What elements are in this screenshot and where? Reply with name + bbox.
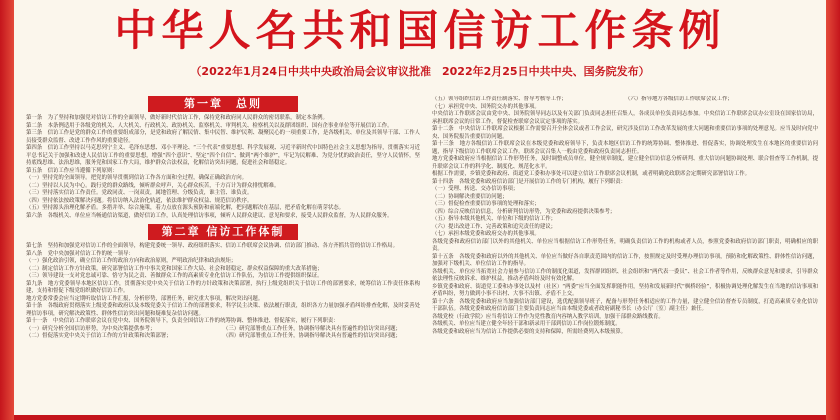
article-16: 第十六条 各级党委和政府应当加强信访部门建设，选优配强领导班子，配备与形势任务相适应的工作力量，建立健全信访督查专员制度，打造高素质专业化信访干部队伍。各级党委和政府信访部门主要负责同志应当由本级党委或者政府副秘书长（办公厅〔室〕副主任）兼任。 (432, 298, 818, 312)
article-14-item-5: （五）指导本级其他机关、单位和下级的信访工作； (432, 216, 556, 222)
article-11-item-2: （二）督促落实党中央关于信访工作的方针政策和决策部署； (26, 333, 172, 339)
article-14-item-7: （七）承担本级党委和政府交办的其他事项。 (432, 231, 540, 237)
article-3: 第三条 信访工作是党的群众工作的重要组成部分，是党和政府了解民情、集中民智、维护民利、凝聚民心的一项重要工作，是各级机关、单位及其领导干部、工作人员接受群众监督、改进工作作风的重要途径。 (26, 130, 420, 144)
article-8-item-1: （一）强化政治引领，确立信访工作的政治方向和政治原则，严明政治纪律和政治规矩； (26, 258, 237, 264)
chapter-2-heading: 第二章 信访工作体制 (148, 224, 298, 240)
right-red-border (826, 0, 840, 420)
header (14, 4, 826, 80)
document-subtitle: （2022年1月24日中共中央政治局会议审议批准 2022年2月25日中共中央、国务院发布） (190, 65, 650, 78)
article-11-items-row-4 (432, 104, 818, 112)
article-11-item-6: （六）指导地方各级信访工作联席会议工作； (625, 96, 733, 102)
article-8-item-2: （二）制定信访工作方针政策，研究部署信访工作中事关党和国家工作大局、社会和谐稳定、群众权益保障的重大改革措施； (26, 265, 323, 272)
article-11: 第十一条 中央信访工作联席会议在党中央、国务院领导下，负责全国信访工作的统筹协调、整体推进、督促落实，履行下列职责： (26, 318, 339, 324)
article-14-item-2: （二）协调解决重要信访问题； (432, 193, 508, 200)
article-14-item-6: （六）提出改进工作、完善政策和追究责任的建议； (432, 223, 556, 230)
article-11-item-4: （四）研究部署重点工作任务，协调指导解决具有普遍性的信访突出问题； (223, 333, 401, 339)
article-16-para-4: 各级党委和政府应当为信访工作提供必要的支持和保障，所需经费列入本级预算。 (432, 328, 627, 335)
article-5: 第五条 信访工作应当遵循下列原则： (26, 167, 118, 174)
article-5-item-2: （二）坚持以人民为中心。践行党的群众路线，倾听群众呼声，关心群众疾苦，千方百计为群众排忧解难。 (26, 182, 280, 189)
bottom-red-strip (14, 415, 826, 420)
article-1: 第一条 为了坚持和加强党对信访工作的全面领导，做好新时代信访工作，保持党和政府同人民群众的密切联系，制定本条例。 (26, 115, 328, 121)
article-14-item-1: （一）受理、转送、交办信访事项； (432, 186, 519, 192)
article-4: 第四条 信访工作坚持以马克思列宁主义、毛泽东思想、邓小平理论、“三个代表”重要思想、科学发展观、习近平新时代中国特色社会主义思想为指导，贯彻落实习近平总书记关于加强和改进人民信访工作的重要思想，增强“四个意识”、坚定“四个自信”、做到“两个维护”，牢记为民解难、为党分忧的政治责任，坚守人民情怀，坚持底线思维、法治思维，服务党和国家工作大局，维护群众合法权益，化解信访突出问题，促进社会和谐稳定。 (26, 145, 420, 166)
article-5-item-5: （五）坚持源头治理化解矛盾。多措并举、综合施策，着力点放在源头预防和前端化解，把问题解决在基层，把矛盾化解在萌芽状态。 (26, 205, 345, 211)
article-9: 第九条 地方党委领导本地区信访工作，贯彻落实党中央关于信访工作的方针政策和决策部署，执行上级党组织关于信访工作的部署要求，统筹信访工作责任体系构建，支持和督促下级党组织做好信访工作。 (26, 280, 420, 294)
article-13: 第十三条 地方各级信访工作联席会议在本级党委和政府领导下，负责本地区信访工作的统筹协调、整体推进、督促落实，协调处理发生在本地区的重要信访问题，指导下级信访工作联席会议工作。联席会议召集人一般由党委和政府负责同志担任。 (432, 141, 818, 155)
article-11-para-2: 中央信访工作联席会议由党中央、国务院领导同志以及有关部门负责同志担任召集人，各成员单位负责同志参加。中央信访工作联席会议办公室设在国家信访局，承担联席会议的日常工作，督促检查联席会议议定事项的落实。 (432, 111, 818, 125)
article-12: 第十二条 中央信访工作联席会议根据工作需要召开全体会议或者工作会议，研究涉及信访工作改革发展的重大问题和重要信访事项的处理意见。应当及时向党中央、国务院报告重要信访问题。 (432, 126, 818, 140)
article-5-item-4: （四）坚持依法按政策解决问题。将信访纳入法治化轨道，依法维护群众权益、规范信访秩序。 (26, 197, 253, 204)
article-11-items-row-3 (432, 96, 818, 104)
article-6: 第六条 各级机关、单位应当畅通信访渠道，做好信访工作，认真处理信访事项，倾听人民群众建议、意见和要求，接受人民群众监督，为人民群众服务。 (26, 212, 393, 219)
article-8-item-3: （三）领导建设一支对党忠诚可靠、恪守为民之责、善做群众工作的高素质专业化信访工作队伍，为信访工作提供组织保证。 (26, 273, 323, 279)
article-14-para-2: 各级党委和政府信访部门以外的其他机关、单位应当根据信访工作形势任务，明确负责信访工作的机构或者人员，参照党委和政府信访部门职责，明确相应的职责。 (432, 238, 818, 252)
article-5-item-3: （三）坚持落实信访工作责任。党政同责、一岗双责，属地管理、分级负责，谁主管、谁负责。 (26, 190, 253, 196)
article-16-para-2: 各级党校（行政学院）应当将信访工作作为党性教育内容纳入教学培训，加强干部群众路线教育。 (432, 313, 664, 320)
left-column (26, 96, 420, 414)
article-11-item-blank (625, 104, 818, 112)
article-11-item-3: （三）研究部署重点工作任务，协调指导解决具有普遍性的信访突出问题； (223, 325, 401, 332)
article-15-para-3: 乡镇党委和政府、街道党工委和办事处以及村（社区）“两委”应当全面发挥职能作用，坚持和发展新时代“枫桥经验”，积极协调处理化解发生在当地的信访事项和矛盾纠纷，努力做到小事不出村、大事不出镇、矛盾不上交。 (432, 283, 818, 297)
article-14-item-3: （三）督促检查重要信访事项的处理和落实； (432, 201, 540, 207)
article-11-items-row-1 (26, 326, 420, 334)
left-red-border (0, 0, 14, 420)
article-11-item-1: （一）研究分析全国信访形势，为中央决策提供参考； (26, 325, 156, 332)
chapter-1-heading: 第一章 总则 (148, 96, 298, 112)
article-2: 第二条 本条例适用于各级党的机关、人大机关、行政机关、政协机关、监察机关、审判机关、检察机关以及群团组织、国有企事业单位等开展信访工作。 (26, 122, 393, 129)
article-15: 第十五条 各级党委和政府以外的其他机关、单位应当做好各自职责范围内的信访工作，按照规定及时受理办理信访事项，预防和化解政策性、群体性信访问题，加强对下级机关、单位信访工作的指导。 (432, 253, 818, 267)
article-15-para-2: 各级机关、单位应当拓宽社会力量参与信访工作的制度化渠道，发挥群团组织、社会组织和“两代表一委员”、社会工作者等作用，反映群众意见和要求，引导群众依法理性反映诉求、维护权益，推动矛盾纠纷及时有效化解。 (432, 268, 818, 282)
article-14-item-4: （四）综合反映信访信息，分析研判信访形势，为党委和政府提供决策参考； (432, 208, 616, 215)
article-13-para-2: 地方党委和政府应当根据信访工作形势任务，及时调整成员单位，健全规章制度，建立健全信访信息分析研判、重大信访问题协调处理、联合督查等工作机制，提升联席会议工作的科学化、制度化、规范化水平。 (432, 156, 818, 170)
article-13-para-3: 根据工作需要，乡镇党委和政府、街道党工委和办事处可以建立信访工作联席会议机制，或者明确党政联席会定期研究部署信访工作。 (432, 171, 751, 177)
article-7: 第七条 坚持和加强党对信访工作的全面领导，构建党委统一领导、政府组织落实、信访工作联席会议协调、信访部门推动、各方齐抓共管的信访工作格局。 (26, 243, 398, 249)
article-16-para-3: 各级机关、单位应当建立健全年轻干部和新录用干部到信访工作岗位锻炼制度。 (432, 321, 621, 327)
article-11-items-row-2 (26, 333, 420, 341)
document-title: 中华人名共和国信访工作条例 (114, 6, 726, 55)
article-11-item-5: （五）领导组织信访工作责任制落实、督导考核等工作； (432, 96, 567, 102)
article-8: 第八条 党中央加强对信访工作的统一领导： (26, 250, 134, 257)
article-14: 第十四条 各级党委和政府信访部门是开展信访工作的专门机构，履行下列职责： (432, 178, 627, 185)
article-9-para-2: 地方党委常委会应当定期听取信访工作汇报，分析形势，部署任务，研究重大事项，解决突出问题。 (26, 295, 264, 302)
article-11-item-7: （七）承担党中央、国务院交办的其他事项。 (432, 103, 540, 110)
right-column (432, 96, 818, 414)
article-5-item-1: （一）坚持党的全面领导。把党的领导贯彻到信访工作各方面和全过程，确保正确政治方向。 (26, 175, 248, 181)
article-10: 第十条 各级政府贯彻落实上级党委和政府以及本级党委关于信访工作的部署要求，科学民主决策、依法履行职责，组织各方力量加强矛盾纠纷排查化解，及时妥善处理信访事项，研究解决政策性、群体性信访突出问题和疑难复杂信访问题。 (26, 303, 420, 317)
